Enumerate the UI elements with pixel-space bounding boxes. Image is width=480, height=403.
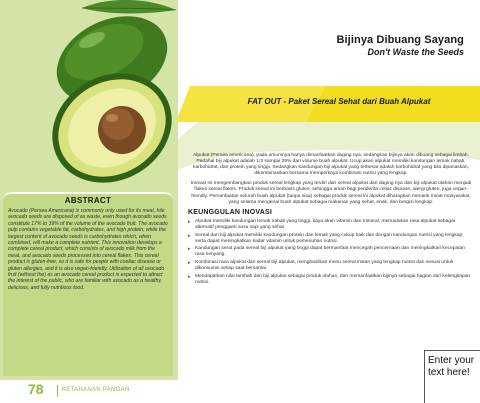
list-item: ▸ Sereal dari biji alpukat memiliki kandungan protein dan lemak yang cukup baik dan dengan kandungan nutrisi yang lengkap, serta dapat meningkatkan kadar vitamin untuk pemenuhan nutrisi. [188, 233, 474, 245]
list-item: ▸ Alpukat memiliki kandungan lemak nabati yang tinggi, kaya akan vitamin dan mineral, memadukan rasa alpukat sebagai alternatif pengganti susu sapi yang sehat. [188, 219, 474, 231]
header [336, 34, 464, 57]
page-number: 78 [28, 381, 44, 397]
abstract-title: ABSTRACT [64, 196, 112, 205]
banner-headline: FAT OUT - Paket Sereal Sehat dari Buah Alpukat [247, 97, 431, 106]
list-item: ▸ Kombinasi rasa alpukat dan sereal biji alpukat, menghasilkan menu sereal instan yang lengkap nutrisi dan sesuai untuk dikonsumsi setiap saat bersantai. [188, 260, 474, 272]
list-item: ▸ Mendapatkan nilai tambah dari biji alpukat sebagai produk olahan, dan memanfaatkan bijinya sebagai bagian dari kelengkapan nutrisi. [188, 274, 474, 286]
abstract-text: Avocado (Persea Americana) is commonly only used for its meat, hile avocado seeds are disposed of as waste, even though avocado seeds constitute 17% to 39% of the volume of the avocado fruit. The avocado pulp contains vegetable fat, carbohydrates, and high protein, while the largest content of avocado seeds is carbohydrates which, when combined, will make a complete nutrient. This innovation develops a complete cereal product, which consists of avocado milk from the meat, and avocado seeds processed into cereal flakes. This cereal product is gluten-free, so it is safe for people with coeliac disease or gluten allergies, and it is also vegan-friendly. Utilization of all avocado fruit (without the) as an avocado cereal product is expected to attract the interest of the public, who are familiar with avocado as a healthy, delicious, and fully nutritious food. [8, 208, 168, 291]
article-paragraph-1: Alpukat (Persea americana), pada umumnya hanya dimanfaatkan daging nya, sedangkan bijinya akan dibuang sebagai limbah. Padahal biji alpukat adalah 1/3 sampai 29% dari volume buah alpukat. Ucup akan alpukat memiliki kandungan lemak nabati, karbohidrat, dan protein yang tinggi. Sedangkan kandungan biji alpukat yang terbesar adalah karbohidrat yang bila dipanaskan, dikombinasikan bersama memperkaya kombinasi nutrisi yang lengkap. [193, 153, 469, 177]
page-subtitle: Don't Waste the Seeds [367, 47, 464, 57]
footer-divider [57, 385, 58, 397]
list-item: ▸ Kandungan serat pada sereal biji alpukat yang tinggi dapat bermanfaat mencegah pencernaan dan meningkatkan kecepatan rasa kenyang. [188, 246, 474, 258]
page-title: Bijinya Dibuang Sayang [336, 34, 464, 46]
half-avocado-icon [32, 52, 191, 200]
article-body [188, 153, 474, 287]
section-heading: KEUNGGULAN INOVASI [188, 208, 272, 216]
section-name: KETAHANAN PANGAN [62, 387, 130, 393]
text-placeholder[interactable]: Enter your text here! [424, 350, 480, 403]
advantages-list [188, 219, 474, 286]
leaf-icon [82, 0, 176, 14]
article-paragraph-2: Inovasi ini mengembangkan produk sereal lengkap yang terdiri dari sereal alpukat dari daging nya dan biji alpukat olahan menjadi flakes sereal flakes. Produk sereal ini berbasis gluten, sehingga aman bagi penderita celiac disease, alergi gluten, juga vegan-friendly. Pemanfaatan seluruh buah alpukat (tanpa sisa) sebagai produk sereal ini alpukat diharapkan menarik minat masyarakat, yang selama mengenal buah alpukat sebagai makanan yang sehat, enak, dan bergizi lengkap. [190, 181, 472, 205]
